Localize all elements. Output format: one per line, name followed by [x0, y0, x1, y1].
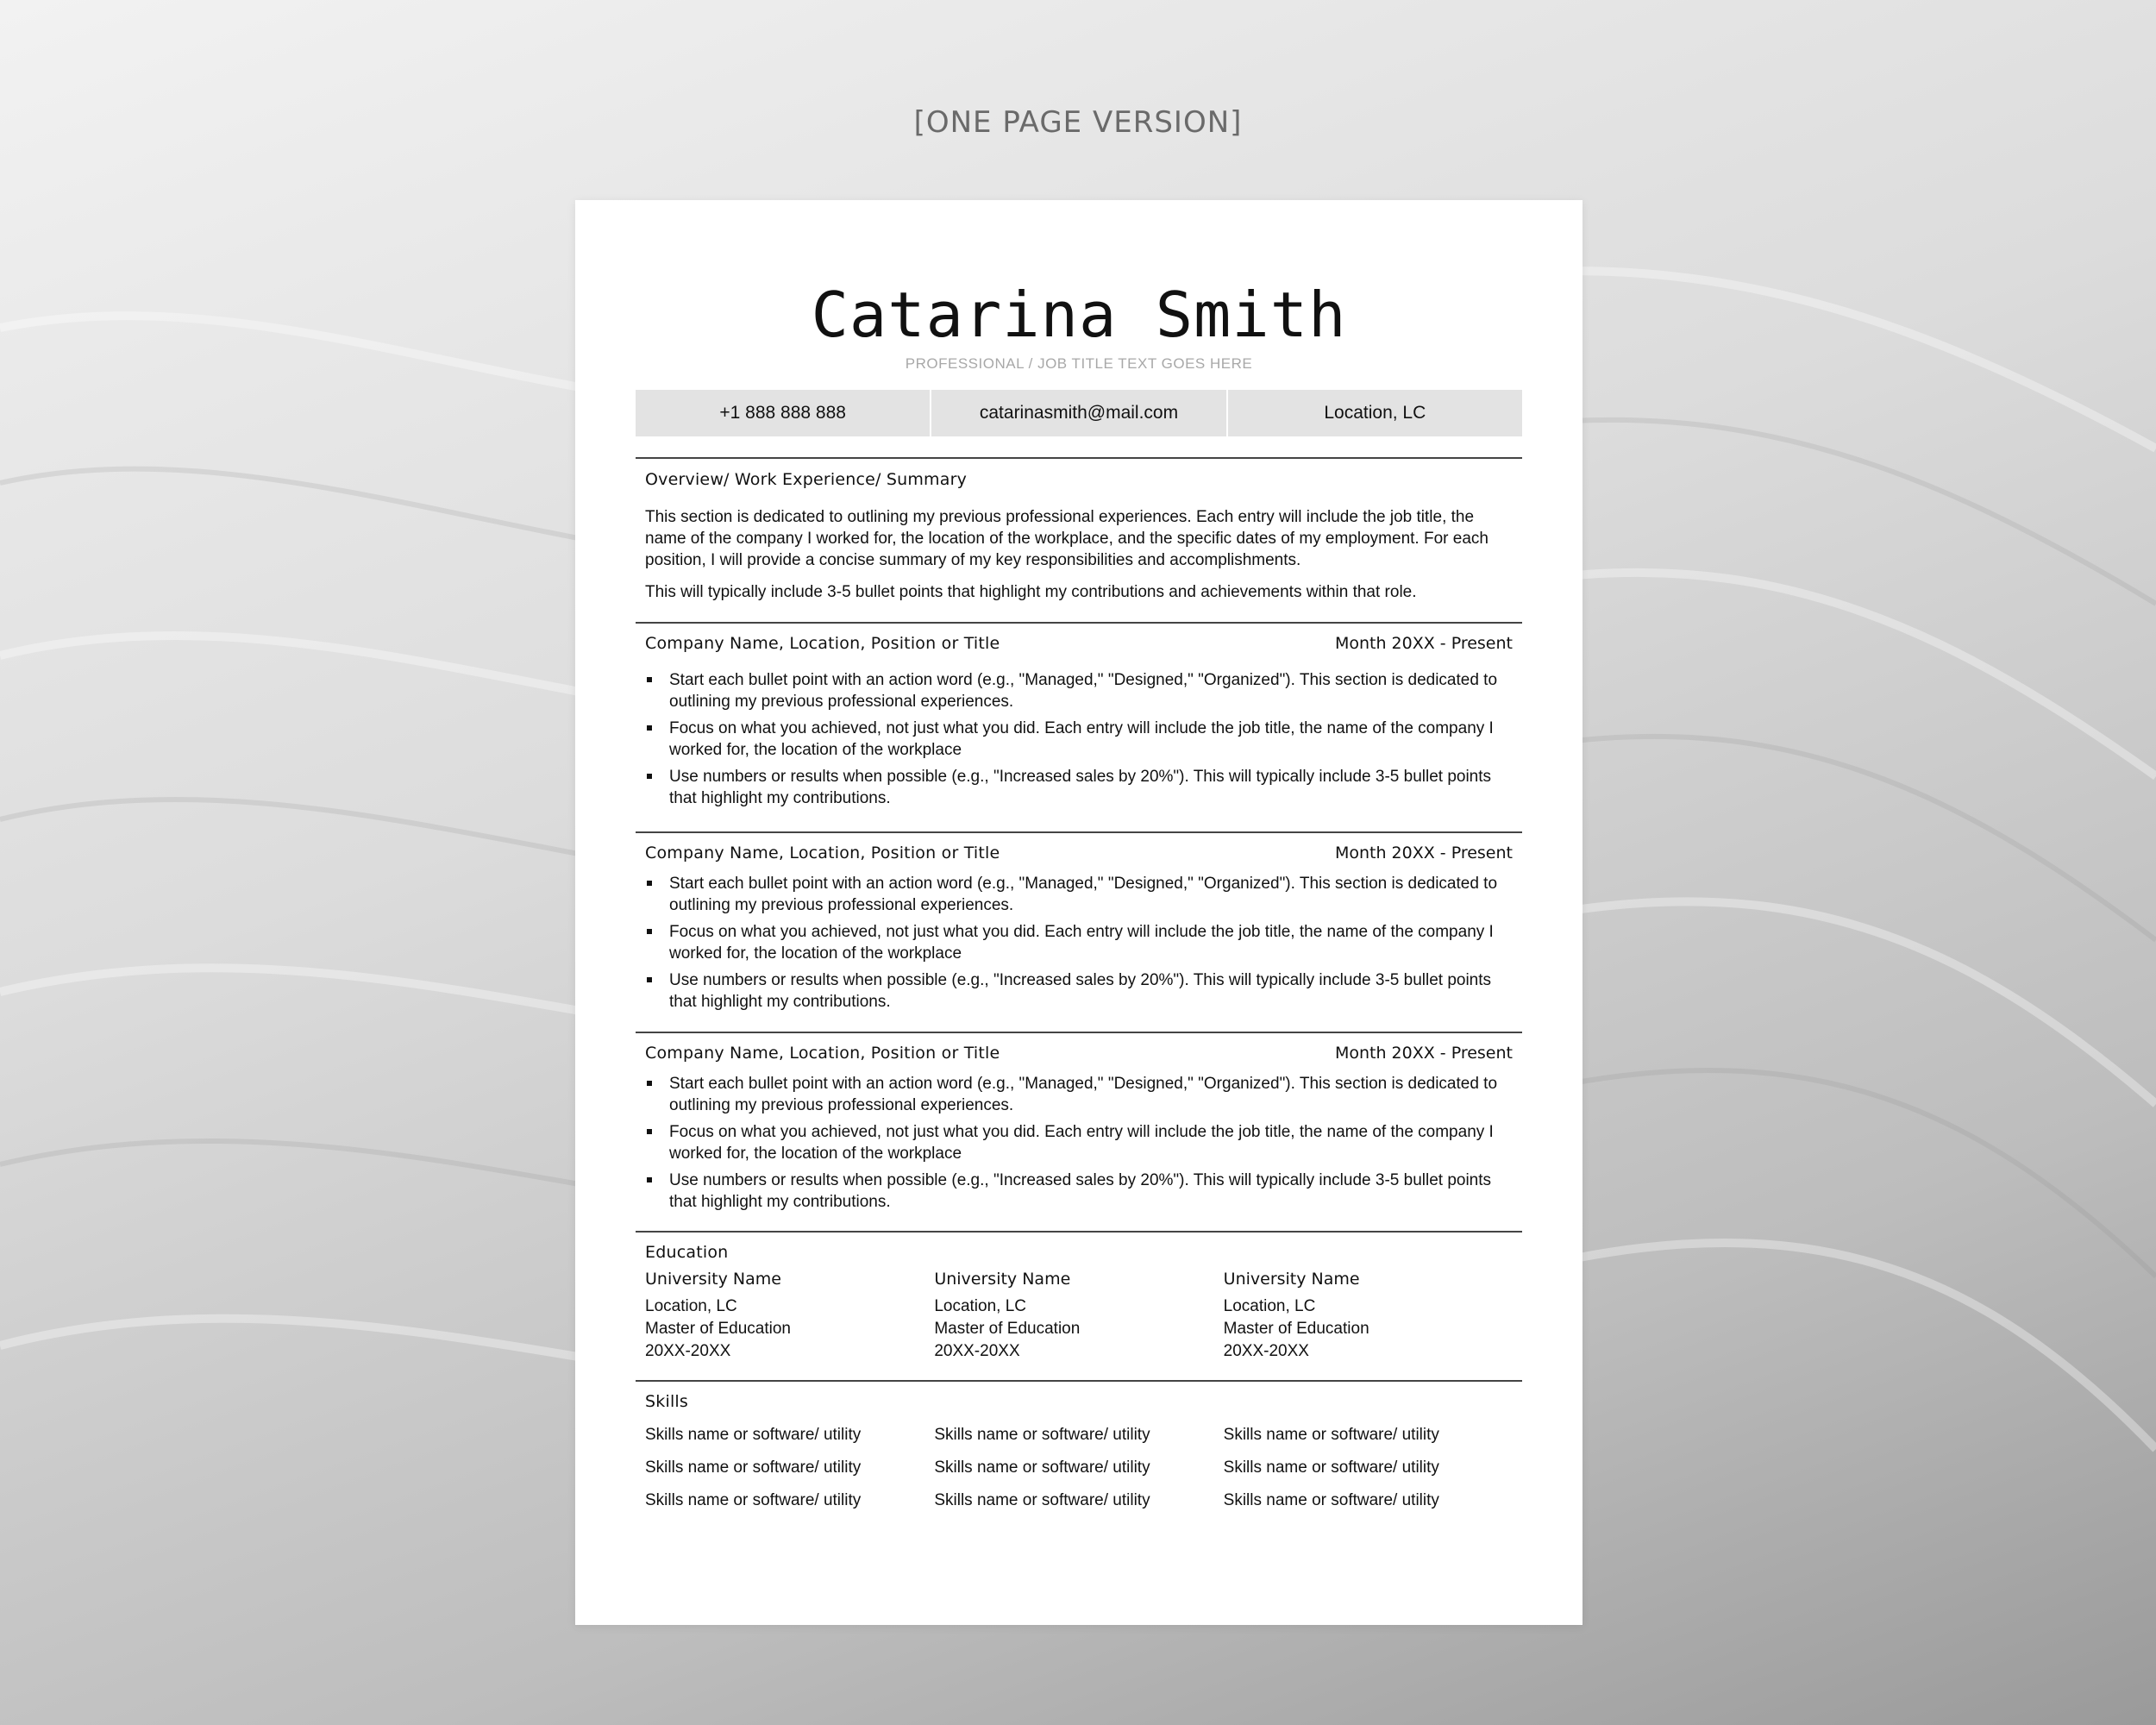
- skill-item: Skills name or software/ utility: [934, 1458, 1150, 1477]
- job-title-line: Company Name, Location, Position or Title: [645, 844, 1000, 862]
- education-columns: [645, 1269, 1513, 1363]
- contact-bar: [636, 390, 1522, 436]
- education-section: [636, 1231, 1522, 1380]
- job-date: Month 20XX - Present: [1334, 634, 1513, 653]
- bullet-item: Start each bullet point with an action word (e.g., "Managed," "Designed," "Organized"). This section is dedicated to outlining my previous professional experiences.: [645, 873, 1513, 916]
- contact-location: Location, LC: [1226, 390, 1522, 436]
- education-entry: [1224, 1269, 1513, 1363]
- overview-section: [636, 457, 1522, 622]
- resume-page: [575, 200, 1583, 1625]
- education-years: 20XX-20XX: [1223, 1342, 1309, 1360]
- job-bullets: [645, 1073, 1513, 1213]
- skills-column: [1224, 1424, 1513, 1511]
- bullet-item: Start each bullet point with an action word (e.g., "Managed," "Designed," "Organized"). This section is dedicated to outlining my previous professional experiences.: [645, 669, 1513, 712]
- job-header: [645, 1044, 1513, 1063]
- skill-item: Skills name or software/ utility: [645, 1426, 862, 1444]
- contact-email: catarinasmith@mail.com: [930, 390, 1225, 436]
- job-title: PROFESSIONAL / JOB TITLE TEXT GOES HERE: [905, 355, 1253, 372]
- skill-item: Skills name or software/ utility: [645, 1458, 862, 1477]
- education-title: Education: [645, 1243, 729, 1262]
- skill-item: Skills name or software/ utility: [1223, 1491, 1439, 1509]
- skills-columns: [645, 1424, 1513, 1511]
- job-section: [636, 622, 1522, 831]
- overview-title: Overview/ Work Experience/ Summary: [645, 470, 968, 489]
- skill-item: Skills name or software/ utility: [934, 1491, 1150, 1509]
- education-years: 20XX-20XX: [934, 1342, 1020, 1360]
- education-entry: [645, 1269, 934, 1363]
- resume-name: Catarina Smith: [811, 279, 1347, 351]
- education-degree: Master of Education: [1223, 1320, 1369, 1338]
- university-name: University Name: [934, 1270, 1071, 1289]
- bullet-item: Focus on what you achieved, not just what you did. Each entry will include the job title, the name of the company I worked for, the location of the workplace: [645, 1121, 1513, 1164]
- job-header: [645, 634, 1513, 653]
- job-title-line: Company Name, Location, Position or Title: [645, 1044, 1000, 1063]
- education-degree: Master of Education: [934, 1320, 1081, 1338]
- version-label: [ONE PAGE VERSION]: [913, 105, 1243, 140]
- resume-content: [636, 200, 1522, 1511]
- job-section: [636, 831, 1522, 1032]
- skills-column: [645, 1424, 934, 1511]
- skill-item: Skills name or software/ utility: [934, 1426, 1150, 1444]
- education-location: Location, LC: [645, 1297, 737, 1315]
- bullet-item: Start each bullet point with an action word (e.g., "Managed," "Designed," "Organized"). This section is dedicated to outlining my previous professional experiences.: [645, 1073, 1513, 1116]
- overview-paragraph: This will typically include 3-5 bullet points that highlight my contributions and achievements within that role.: [645, 583, 1417, 601]
- job-bullets: [645, 873, 1513, 1013]
- education-location: Location, LC: [934, 1297, 1027, 1315]
- bullet-item: Use numbers or results when possible (e.g., "Increased sales by 20%"). This will typically include 3-5 bullet points that highlight my contributions.: [645, 1170, 1513, 1213]
- job-date: Month 20XX - Present: [1334, 1044, 1513, 1063]
- education-degree: Master of Education: [645, 1320, 791, 1338]
- skills-section: [636, 1380, 1522, 1511]
- skills-column: [934, 1424, 1223, 1511]
- bullet-item: Use numbers or results when possible (e.g., "Increased sales by 20%"). This will typically include 3-5 bullet points that highlight my contributions.: [645, 969, 1513, 1013]
- university-name: University Name: [1223, 1270, 1360, 1289]
- overview-paragraph: This section is dedicated to outlining my previous professional experiences. Each entry will include the job title, the name of the company I worked for, the location of the workplace, and the specific dates of my employment. For each position, I will provide a concise summary of my key responsibilities and accomplishments.: [645, 508, 1489, 569]
- bullet-item: Focus on what you achieved, not just what you did. Each entry will include the job title, the name of the company I worked for, the location of the workplace: [645, 718, 1513, 761]
- job-header: [645, 844, 1513, 862]
- skill-item: Skills name or software/ utility: [1223, 1426, 1439, 1444]
- job-date: Month 20XX - Present: [1334, 844, 1513, 862]
- bullet-item: Focus on what you achieved, not just what you did. Each entry will include the job title, the name of the company I worked for, the location of the workplace: [645, 921, 1513, 964]
- contact-phone: +1 888 888 888: [636, 390, 930, 436]
- job-title-line: Company Name, Location, Position or Title: [645, 634, 1000, 653]
- skill-item: Skills name or software/ utility: [1223, 1458, 1439, 1477]
- education-location: Location, LC: [1223, 1297, 1316, 1315]
- bullet-item: Use numbers or results when possible (e.g., "Increased sales by 20%"). This will typically include 3-5 bullet points that highlight my contributions.: [645, 766, 1513, 809]
- education-years: 20XX-20XX: [645, 1342, 731, 1360]
- university-name: University Name: [645, 1270, 781, 1289]
- job-bullets: [645, 669, 1513, 809]
- education-entry: [934, 1269, 1223, 1363]
- job-section: [636, 1032, 1522, 1231]
- skills-title: Skills: [645, 1392, 688, 1411]
- skill-item: Skills name or software/ utility: [645, 1491, 862, 1509]
